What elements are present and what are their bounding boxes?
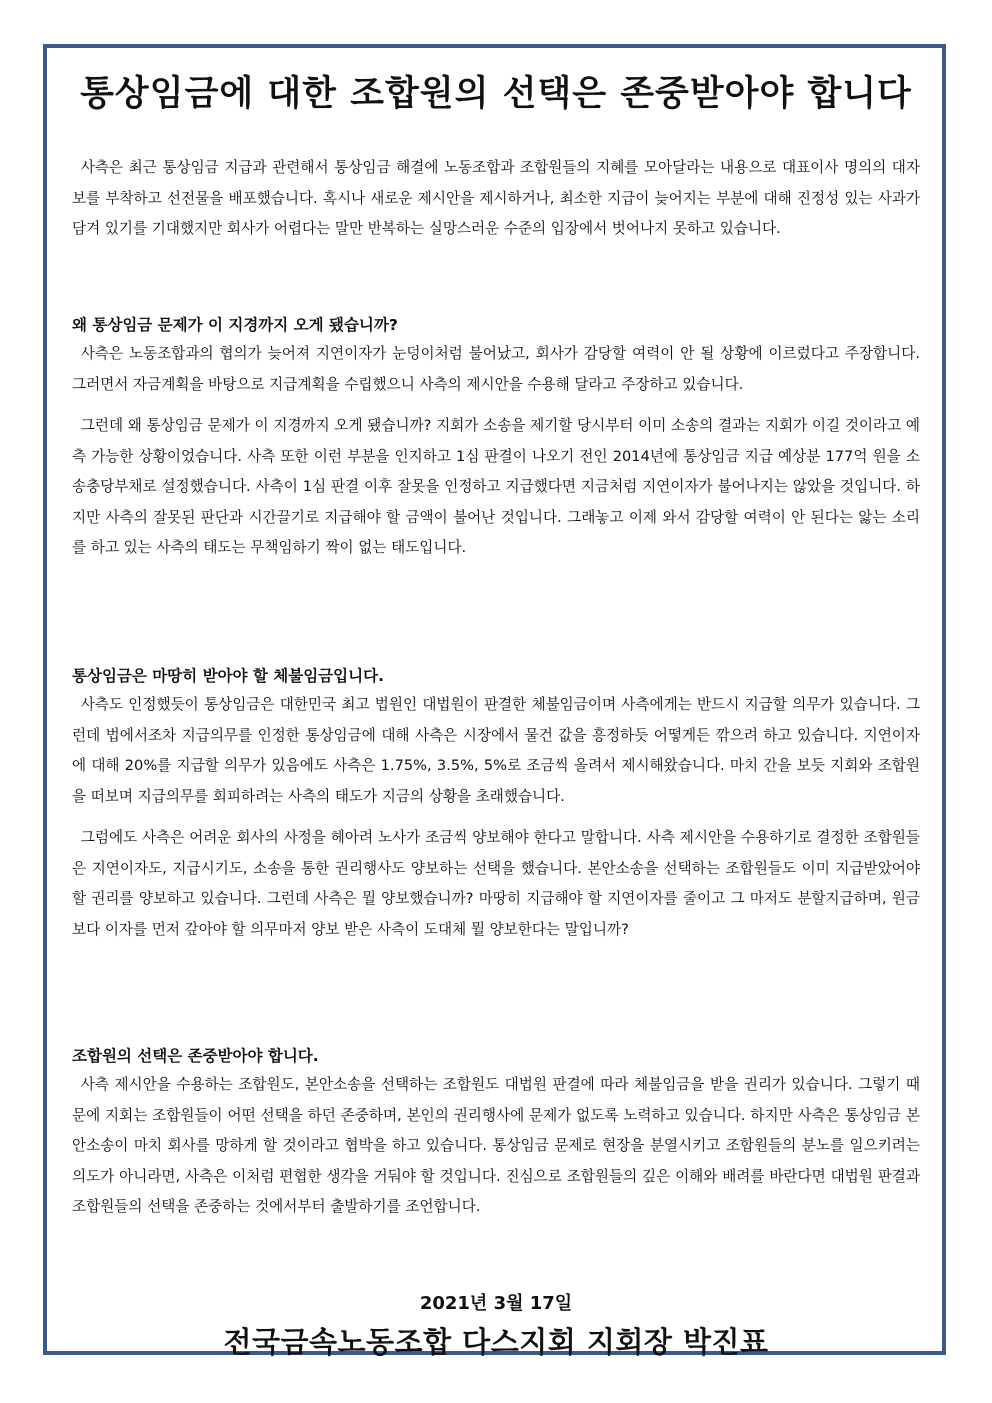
section-paragraph: 사측 제시안을 수용하는 조합원도, 본안소송을 선택하는 조합원도 대법원 판결에 따라 체불임금을 받을 권리가 있습니다. 그렇기 때문에 지회는 조합원들이 어떤 선택을 하던 존중하며, 본인의 권리행사에 문제가 없도록 노력하고 있습니다. 하지만 사측은 통상임금 본안소송이 마치 회사를 망하게 할 것이라고 협박을 하고 있습니다. 통상임금 문제로 현장을 분열시키고 조합원들의 분노를 일으키려는 의도가 아니라면, 사측은 이처럼 편협한 생각을 거둬야 할 것입니다. 진심으로 조합원들의 깊은 이해와 배려를 바란다면 대법원 판결과 조합원들의 선택을 존중하는 것에서부터 출발하기를 조언합니다. [72, 1076, 920, 1215]
section-paragraph: 그럼에도 사측은 어려운 회사의 사정을 헤아려 노사가 조금씩 양보해야 한다고 말합니다. 사측 제시안을 수용하기로 결정한 조합원들은 지연이자도, 지급시기도, 소송을 통한 권리행사도 양보하는 선택을 했습니다. 본안소송을 선택하는 조합원들도 이미 지급받았어야 할 권리를 양보하고 있습니다. 그런데 사측은 뭘 양보했습니까? 마땅히 지급해야 할 지연이자를 줄이고 그 마저도 분할지급하며, 원금보다 이자를 먼저 갚아야 할 의무마저 양보 받은 사측이 도대체 뭘 양보한다는 말입니까? [72, 829, 920, 938]
section-2 [72, 662, 920, 945]
document-title: 통상임금에 대한 조합원의 선택은 존중받아야 합니다 [80, 74, 912, 114]
intro-paragraph: 사측은 최근 통상임금 지급과 관련해서 통상임금 해결에 노동조합과 조합원들의 지혜를 모아달라는 내용으로 대표이사 명의의 대자보를 부착하고 선전물을 배포했습니다. 혹시나 새로운 제시안을 제시하거나, 최소한 지급이 늦어지는 부분에 대해 진정성 있는 사과가 담겨 있기를 기대했지만 회사가 어렵다는 말만 반복하는 실망스러운 수준의 입장에서 벗어나지 못하고 있습니다. [72, 159, 920, 237]
document-date: 2021년 3월 17일 [419, 1293, 573, 1314]
section-paragraph: 그런데 왜 통상임금 문제가 이 지경까지 오게 됐습니까? 지회가 소송을 제기할 당시부터 이미 소송의 결과는 지회가 이길 것이라고 예측 가능한 상황이었습니다. 사측 또한 이런 부분을 인지하고 1심 판결이 나오기 전인 2014년에 통상임금 지급 예상분 177억 원을 소송충당부채로 설정했습니다. 사측이 1심 판결 이후 잘못을 인정하고 지급했다면 지금처럼 지연이자가 불어나지는 않았을 것입니다. 하지만 사측의 잘못된 판단과 시간끌기로 지급해야 할 금액이 불어난 것입니다. 그래놓고 이제 와서 감당할 여력이 안 된다는 앓는 소리를 하고 있는 사측의 태도는 무책임하기 짝이 없는 태도입니다. [72, 417, 921, 556]
section-3 [72, 1042, 920, 1223]
section-heading: 조합원의 선택은 존중받아야 합니다. [72, 1047, 319, 1065]
signature: 전국금속노동조합 다스지회 지회장 박진표 [223, 1325, 769, 1359]
section-paragraph: 사측도 인정했듯이 통상임금은 대한민국 최고 법원인 대법원이 판결한 체불임금이며 사측에게는 반드시 지급할 의무가 있습니다. 그런데 법에서조차 지급의무를 인정한 통상임금에 대해 사측은 시장에서 물건 값을 흥정하듯 어떻게든 깎으려 하고 있습니다. 지연이자에 대해 20%를 지급할 의무가 있음에도 사측은 1.75%, 3.5%, 5%로 조금씩 올려서 제시해왔습니다. 마치 간을 보듯 지회와 조합원을 떠보며 지급의무를 회피하려는 사측의 태도가 지금의 상황을 초래했습니다. [72, 696, 920, 805]
section-1 [72, 311, 920, 564]
intro-block [72, 153, 920, 245]
section-heading: 통상임금은 마땅히 받아야 할 체불임금입니다. [72, 667, 384, 685]
section-paragraph: 사측은 노동조합과의 협의가 늦어져 지연이자가 눈덩이처럼 불어났고, 회사가 감당할 여력이 안 될 상황에 이르렀다고 주장합니다. 그러면서 자금계획을 바탕으로 지급계획을 수립했으니 사측의 제시안을 수용해 달라고 주장하고 있습니다. [72, 345, 920, 393]
section-heading: 왜 통상임금 문제가 이 지경까지 오게 됐습니까? [72, 316, 398, 334]
